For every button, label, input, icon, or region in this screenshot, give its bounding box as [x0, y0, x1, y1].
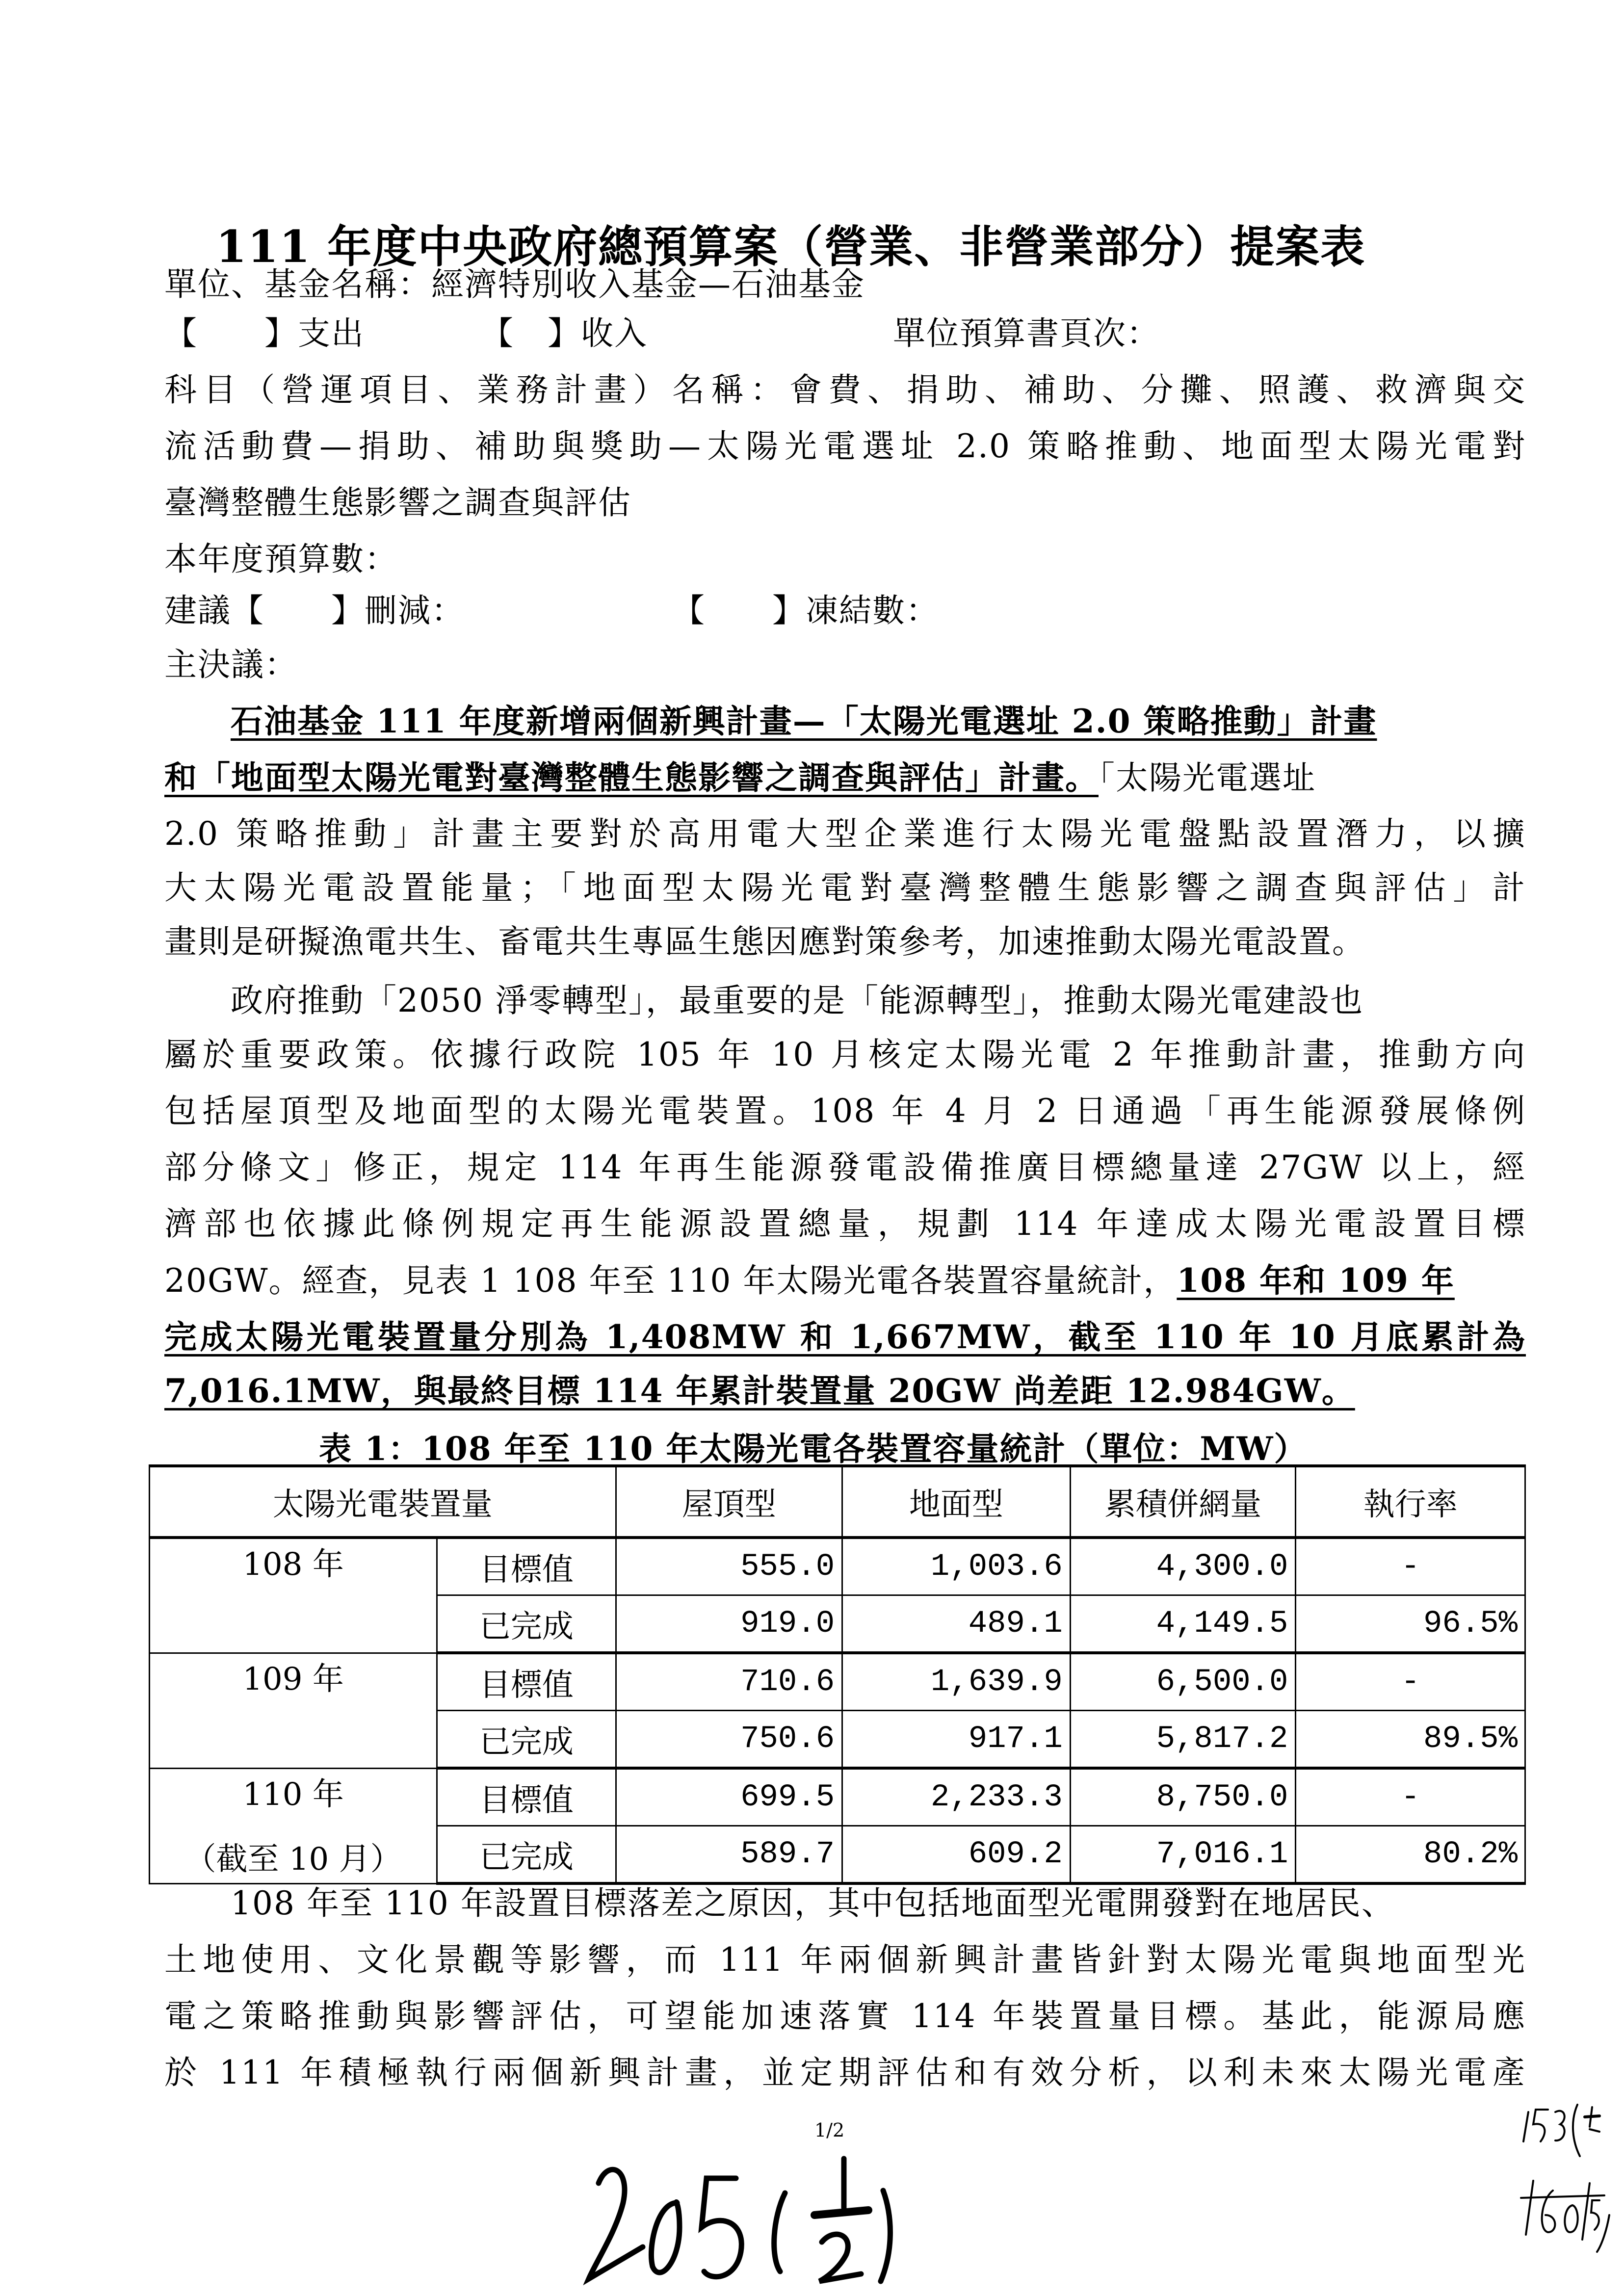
- row-label: 目標值: [437, 1768, 616, 1826]
- row-label: 目標值: [437, 1653, 616, 1711]
- header-rooftop: 屋頂型: [616, 1466, 842, 1538]
- handwritten-page-number: [579, 2149, 1060, 2296]
- row-label: 已完成: [437, 1826, 616, 1884]
- ground-value: 1,003.6: [842, 1538, 1071, 1595]
- cumulative-value: 6,500.0: [1070, 1653, 1296, 1711]
- year-cell: [150, 1653, 437, 1768]
- para2-line2: 屬於重要政策。依據行政院 105 年 10 月核定太陽光電 2 年推動計畫，推動方向: [164, 1036, 1526, 1073]
- row-label: 已完成: [437, 1711, 616, 1769]
- rate-value: -: [1296, 1538, 1525, 1595]
- page-number: 1/2: [814, 2119, 845, 2141]
- cumulative-value: 7,016.1: [1070, 1826, 1296, 1884]
- rooftop-value: 750.6: [616, 1711, 842, 1769]
- para2-line4: 部分條文」修正，規定 114 年再生能源發電設備推廣目標總量達 27GW 以上，經: [164, 1148, 1526, 1186]
- ground-value: 609.2: [842, 1826, 1071, 1884]
- para2-line3: 包括屋頂型及地面型的太陽光電裝置。108 年 4 月 2 日通過「再生能源發展條例: [164, 1092, 1526, 1130]
- ground-value: 1,639.9: [842, 1653, 1071, 1711]
- para1-line3: 2.0 策略推動」計畫主要對於高用電大型企業進行太陽光電盤點設置潛力，以擴: [164, 815, 1526, 853]
- row-label: 已完成: [437, 1595, 616, 1653]
- para2-line6-plain: 20GW。經查，見表 1 108 年至 110 年太陽光電各裝置容量統計，: [164, 1262, 1177, 1300]
- subject-line-3: 臺灣整體生態影響之調查與評估: [164, 484, 631, 522]
- row-label: 目標值: [437, 1538, 616, 1595]
- table-row: [150, 1653, 1525, 1711]
- para3-line1: 108 年至 110 年設置目標落差之原因，其中包括地面型光電開發對在地居民、: [231, 1884, 1395, 1922]
- para1-line4: 大太陽光電設置能量；「地面型太陽光電對臺灣整體生態影響之調查與評估」計: [164, 869, 1526, 907]
- cumulative-value: 5,817.2: [1070, 1711, 1296, 1769]
- para2-line6: [164, 1261, 1455, 1301]
- year-cell: [150, 1768, 437, 1883]
- year-cell: [150, 1538, 437, 1653]
- rooftop-value: 710.6: [616, 1653, 842, 1711]
- para1-bold-line2: 和「地面型太陽光電對臺灣整體生態影響之調查與評估」計畫。: [164, 758, 1099, 797]
- rooftop-value: 589.7: [616, 1826, 842, 1884]
- para1-line2-rest: 「太陽光電選址: [1099, 759, 1316, 797]
- para2-bold-line7: 完成太陽光電裝置量分別為 1,408MW 和 1,667MW，截至 110 年 10 月底累計為: [164, 1318, 1526, 1356]
- ground-value: 917.1: [842, 1711, 1071, 1769]
- ground-value: 2,233.3: [842, 1768, 1071, 1826]
- year-note: （截至 10 月）: [184, 1841, 402, 1878]
- table-header-row: [150, 1466, 1525, 1538]
- subject-line-1: 科目（營運項目、業務計畫）名稱：會費、捐助、補助、分攤、照護、救濟與交: [164, 371, 1526, 409]
- cumulative-value: 4,149.5: [1070, 1595, 1296, 1653]
- table-row: [150, 1538, 1525, 1595]
- rate-value: -: [1296, 1653, 1525, 1711]
- cumulative-value: 4,300.0: [1070, 1538, 1296, 1595]
- current-budget-label: 本年度預算數：: [164, 540, 398, 578]
- rooftop-value: 919.0: [616, 1595, 842, 1653]
- rooftop-value: 699.5: [616, 1768, 842, 1826]
- year-label: 110 年: [242, 1776, 344, 1813]
- subject-line-2: 流活動費—捐助、補助與獎助—太陽光電選址 2.0 策略推動、地面型太陽光電對: [164, 427, 1526, 465]
- para3-line2: 土地使用、文化景觀等影響，而 111 年兩個新興計畫皆針對太陽光電與地面型光: [164, 1941, 1526, 1979]
- freeze-label: 【 】凍結數：: [672, 592, 939, 629]
- para3-line3: 電之策略推動與影響評估，可望能加速落實 114 年裝置量目標。基此，能源局應: [164, 1997, 1526, 2035]
- header-rate: 執行率: [1296, 1466, 1525, 1538]
- handwritten-side-numbers: [1519, 2102, 1622, 2259]
- para1-line5: 畫則是研擬漁電共生、畜電共生專區生態因應對策參考，加速推動太陽光電設置。: [164, 923, 1365, 961]
- suggest-cut-label: 建議【 】刪減：: [164, 592, 465, 629]
- para3-line4: 於 111 年積極執行兩個新興計畫，並定期評估和有效分析，以利未來太陽光電產: [164, 2054, 1526, 2091]
- para2-line1: 政府推動「2050 淨零轉型」，最重要的是「能源轉型」，推動太陽光電建設也: [231, 982, 1363, 1019]
- cumulative-value: 8,750.0: [1070, 1768, 1296, 1826]
- rate-value: -: [1296, 1768, 1525, 1826]
- header-installed: 太陽光電裝置量: [150, 1466, 616, 1538]
- year-label: 108 年: [242, 1546, 344, 1583]
- checkbox-income: 【 】收入: [481, 314, 648, 352]
- ground-value: 489.1: [842, 1595, 1071, 1653]
- rate-value: 89.5%: [1296, 1711, 1525, 1769]
- para2-bold-line8: 7,016.1MW，與最終目標 114 年累計裝置量 20GW 尚差距 12.984GW。: [164, 1372, 1355, 1410]
- checkbox-expense: 【 】支出: [164, 314, 365, 352]
- table-caption: 表 1：108 年至 110 年太陽光電各裝置容量統計（單位：MW）: [319, 1430, 1308, 1468]
- header-cumulative: 累積併網量: [1070, 1466, 1296, 1538]
- rate-value: 80.2%: [1296, 1826, 1525, 1884]
- main-resolution-label: 主決議：: [164, 646, 298, 683]
- para1-bold-line1: 石油基金 111 年度新增兩個新興計畫—「太陽光電選址 2.0 策略推動」計畫: [231, 702, 1377, 740]
- para2-line5: 濟部也依據此條例規定再生能源設置總量，規劃 114 年達成太陽光電設置目標: [164, 1205, 1526, 1243]
- header-ground: 地面型: [842, 1466, 1071, 1538]
- page-title: 111 年度中央政府總預算案（營業、非營業部分）提案表: [216, 221, 1366, 273]
- unit-fund-name: 單位、基金名稱：經濟特別收入基金—石油基金: [164, 265, 865, 303]
- para2-line6-bold: 108 年和 109 年: [1177, 1261, 1455, 1300]
- year-label: 109 年: [242, 1661, 344, 1697]
- rate-value: 96.5%: [1296, 1595, 1525, 1653]
- rooftop-value: 555.0: [616, 1538, 842, 1595]
- table-row: [150, 1768, 1525, 1826]
- budget-page-label: 單位預算書頁次：: [893, 314, 1160, 352]
- solar-capacity-table: [149, 1464, 1526, 1885]
- para1-line2: [164, 758, 1316, 798]
